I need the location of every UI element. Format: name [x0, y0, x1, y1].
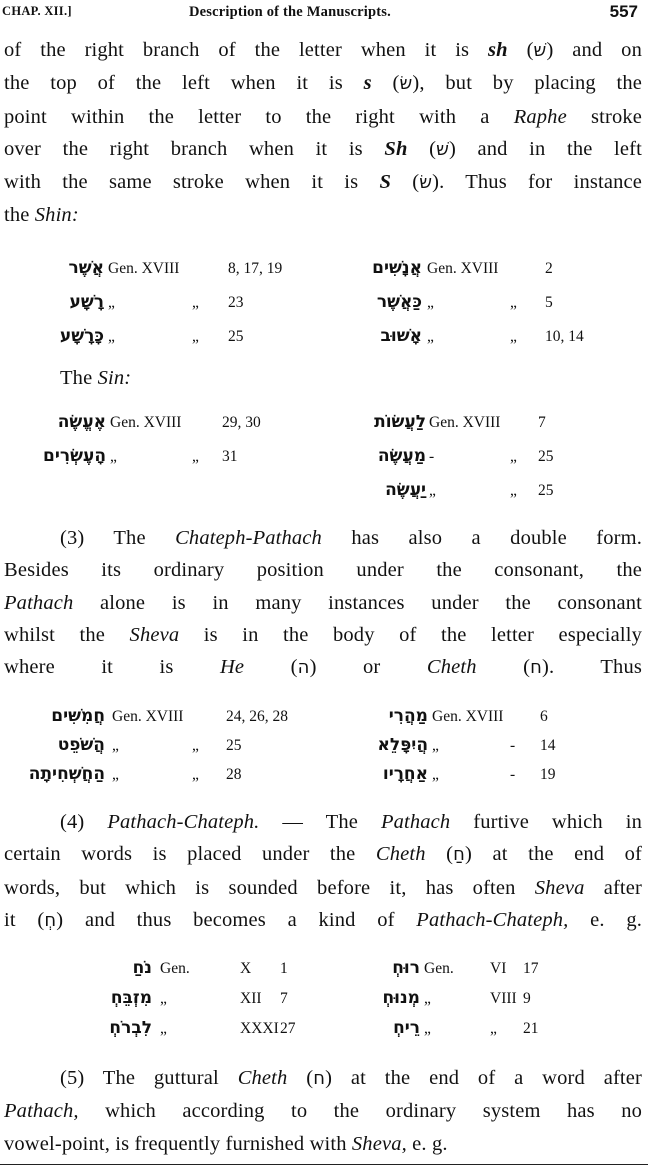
italic-term: Pathach	[380, 811, 451, 833]
text-run: ) at the end of a word after	[325, 1067, 642, 1089]
text-line	[4, 1128, 642, 1160]
chapter-label: CHAP. XII.]	[2, 4, 72, 18]
book-reference: Gen. XVIII	[108, 260, 180, 277]
italic-term: Chateph-Pathach	[175, 527, 322, 549]
pathach-examples-table	[0, 700, 648, 800]
text-run: — The	[259, 811, 381, 833]
paragraph-3	[4, 522, 642, 684]
chapter-reference: „	[490, 1020, 497, 1037]
text-run: whilst the	[4, 623, 130, 646]
example-entry	[330, 320, 630, 350]
text-run: (	[287, 1067, 314, 1089]
book-reference: Gen. XVIII	[112, 708, 184, 725]
text-run: point within the letter to the right with a	[4, 105, 514, 128]
example-entry	[40, 406, 340, 436]
book-reference: „	[424, 990, 431, 1007]
text-run: which according to the ordinary system has no	[78, 1100, 642, 1123]
paragraph-4	[4, 806, 642, 937]
hebrew-word: רָשָׁע	[69, 292, 104, 312]
text-run: (5) The guttural	[60, 1067, 238, 1089]
hebrew-letter: שׂ	[399, 73, 413, 95]
book-reference: „	[424, 1020, 431, 1037]
text-line	[4, 904, 642, 937]
example-entry	[330, 286, 630, 316]
hebrew-word: אֶעֱשֶׂה	[57, 412, 106, 432]
example-entry	[40, 320, 340, 350]
italic-term: Sheva,	[351, 1132, 407, 1155]
chapter-reference: X	[240, 960, 252, 977]
bold-italic-term: sh	[488, 39, 508, 61]
hebrew-letter: ה	[297, 657, 310, 679]
chapter-reference: „	[510, 482, 517, 499]
text-line	[4, 554, 642, 586]
hebrew-word: כָּרָשָׁע	[59, 326, 104, 346]
text-run: Besides its ordinary position under the consonant, the	[4, 559, 642, 582]
hebrew-word: הָעֶשְׂרִים	[43, 446, 106, 466]
text-run: the top of the left when it is	[4, 72, 364, 95]
verse-reference: 25	[538, 448, 554, 465]
book-reference: Gen. XVIII	[432, 708, 504, 725]
text-run: (	[391, 171, 420, 194]
hebrew-word: יַעֲשֶׂה	[385, 480, 426, 500]
furtive-examples-table	[0, 952, 648, 1052]
text-run: vowel-point, is frequently furnished with	[4, 1132, 352, 1155]
italic-term: Pathach-Chateph,	[416, 908, 569, 931]
chapter-reference: „	[192, 737, 199, 754]
running-header	[2, 2, 644, 26]
text-run: it (	[4, 908, 45, 931]
hebrew-word: כַּאֲשֶׁר	[376, 292, 422, 312]
book-reference: Gen. XVIII	[429, 414, 501, 431]
italic-term: Pathach-Chateph.	[107, 811, 260, 833]
verse-reference: 25	[228, 328, 244, 345]
text-run: ) and on	[546, 39, 642, 61]
text-run: certain words is placed under the	[4, 843, 376, 866]
bold-italic-term: Sh	[384, 137, 408, 160]
example-entry	[350, 952, 648, 982]
hebrew-word: רוּחְ	[392, 958, 420, 978]
verse-reference: 28	[226, 766, 242, 783]
italic-term: Shin:	[34, 204, 79, 227]
hebrew-word: אָשׁוּב	[380, 326, 422, 346]
example-entry	[40, 252, 340, 282]
hebrew-word: אֲשֶׁר	[68, 258, 104, 278]
text-run: (	[244, 656, 298, 679]
hebrew-letter: ח	[530, 657, 542, 679]
example-entry	[330, 758, 630, 788]
verse-reference: 9	[523, 990, 531, 1007]
book-reference: „	[427, 328, 434, 345]
book-reference: „	[112, 766, 119, 783]
text-run: the	[4, 204, 35, 227]
hebrew-letter: חַ	[453, 844, 466, 866]
hebrew-word: מַעֲשֶׂה	[377, 446, 426, 466]
text-line	[4, 101, 642, 133]
text-run: The	[60, 367, 98, 389]
hebrew-word: מִזְבֵּחְ	[110, 988, 152, 1008]
text-line	[4, 34, 642, 67]
text-run: ) and thus becomes a kind of	[56, 908, 417, 931]
italic-term: Pathach	[4, 591, 74, 614]
book-reference: „	[110, 448, 117, 465]
hebrew-letter: שׁ	[436, 138, 449, 160]
example-entry	[350, 982, 648, 1012]
italic-term: Sin:	[97, 367, 132, 389]
italic-term: Pathach,	[4, 1100, 79, 1123]
book-reference: „	[160, 1020, 167, 1037]
hebrew-word: אַחֲרָיו	[382, 764, 428, 784]
chapter-reference: „	[192, 766, 199, 783]
example-entry	[330, 700, 630, 730]
text-run: (	[407, 137, 437, 160]
text-run: (	[425, 843, 454, 866]
hebrew-word: לִבְרֹחְ	[109, 1018, 152, 1038]
text-run: with the same stroke when it is	[4, 171, 380, 194]
text-run: (	[476, 656, 531, 679]
verse-reference: 25	[538, 482, 554, 499]
text-run: is in the body of the letter especially	[179, 623, 642, 646]
verse-reference: 14	[540, 737, 556, 754]
bold-italic-term: s	[363, 72, 372, 95]
example-entry	[330, 406, 630, 436]
italic-term: Cheth	[375, 843, 426, 866]
shin-examples-table	[0, 252, 648, 362]
text-line	[4, 199, 642, 231]
text-run: stroke	[566, 105, 642, 128]
verse-reference: 29, 30	[222, 414, 261, 431]
book-reference: „	[160, 990, 167, 1007]
hebrew-word: הֲשֹׁפֵט	[57, 735, 105, 755]
chapter-reference: „	[510, 448, 517, 465]
page-title: Description of the Manuscripts.	[189, 4, 391, 20]
example-entry	[350, 1012, 648, 1042]
example-entry	[40, 700, 340, 730]
text-run: furtive which in	[450, 811, 642, 833]
verse-reference: 10, 14	[545, 328, 584, 345]
chapter-reference: XXXI	[240, 1020, 279, 1037]
verse-reference: 1	[280, 960, 288, 977]
chapter-reference: „	[192, 328, 199, 345]
text-line	[4, 587, 642, 619]
text-line	[4, 522, 642, 554]
book-reference: Gen. XVIII	[110, 414, 182, 431]
verse-reference: 31	[222, 448, 238, 465]
verse-reference: 21	[523, 1020, 539, 1037]
verse-reference: 7	[280, 990, 288, 1007]
text-run: alone is in many instances under the consonant	[73, 591, 642, 614]
sin-examples-table	[0, 406, 648, 516]
book-reference: „	[427, 294, 434, 311]
chapter-reference: XII	[240, 990, 262, 1007]
chapter-reference: -	[510, 766, 516, 783]
hebrew-letter: שׁ	[533, 40, 547, 61]
chapter-reference: -	[510, 737, 516, 754]
text-line	[4, 67, 642, 100]
hebrew-word: אֲנָשִׁים	[372, 258, 422, 278]
chapter-reference: „	[510, 328, 517, 345]
chapter-reference: VI	[490, 960, 507, 977]
text-line	[4, 166, 642, 199]
text-line	[4, 838, 642, 871]
text-line	[4, 1062, 642, 1095]
hebrew-letter: חְ	[44, 909, 57, 931]
verse-reference: 24, 26, 28	[226, 708, 288, 725]
book-reference: „	[108, 294, 115, 311]
hebrew-word: מְנוּחְ	[382, 988, 420, 1008]
hebrew-letter: ח	[313, 1068, 326, 1089]
book-reference: „	[432, 737, 439, 754]
example-entry	[40, 729, 340, 759]
book-reference: Gen. XVIII	[427, 260, 499, 277]
verse-reference: 25	[226, 737, 242, 754]
text-run: e. g.	[568, 908, 642, 931]
hebrew-word: לַעֲשׂוֹת	[374, 412, 426, 432]
text-line	[60, 362, 360, 394]
text-run: (	[371, 72, 400, 95]
text-run: (	[507, 39, 534, 61]
text-run: has also a double form.	[321, 527, 642, 549]
paragraph-5	[4, 1062, 642, 1160]
italic-term: Sheva	[534, 876, 585, 899]
text-run: after	[584, 876, 642, 899]
hebrew-word: הֲיִפָּלֵא	[377, 735, 428, 755]
book-reference: Gen.	[424, 960, 454, 977]
italic-term: Raphe	[513, 105, 567, 128]
hebrew-letter: שׂ	[419, 172, 433, 194]
verse-reference: 6	[540, 708, 548, 725]
hebrew-word: מַהֲרִי	[388, 706, 428, 726]
example-entry	[330, 252, 630, 282]
book-reference: „	[429, 482, 436, 499]
example-entry	[40, 286, 340, 316]
text-run: (4)	[60, 811, 108, 833]
text-run: where it is	[4, 656, 220, 679]
text-run: ), but by placing the	[412, 72, 642, 95]
text-run: ). Thus	[542, 656, 642, 679]
text-run: words, but which is sounded before it, has often	[4, 876, 535, 899]
example-entry	[330, 474, 630, 504]
hebrew-word: רֵיחְ	[393, 1018, 420, 1038]
hebrew-word: הַחֲשְׁחִיתָה	[28, 764, 105, 784]
example-entry	[40, 440, 340, 470]
chapter-reference: VIII	[490, 990, 517, 1007]
bottom-rule	[0, 1164, 648, 1165]
verse-reference: 27	[280, 1020, 296, 1037]
book-reference: „	[108, 328, 115, 345]
italic-term: Cheth	[237, 1067, 288, 1089]
chapter-reference: „	[510, 294, 517, 311]
text-line	[4, 619, 642, 651]
italic-term: Cheth	[426, 656, 477, 679]
text-run: ) and in the left	[448, 137, 642, 160]
text-line	[4, 806, 642, 838]
text-line	[4, 1095, 642, 1127]
verse-reference: 2	[545, 260, 553, 277]
chapter-reference: „	[192, 294, 199, 311]
text-line	[4, 651, 642, 684]
page-number: 557	[609, 2, 638, 21]
example-entry	[28, 758, 340, 788]
text-run: over the right branch when it is	[4, 137, 385, 160]
text-run: ) at the end of	[465, 843, 643, 866]
example-entry	[330, 729, 630, 759]
chapter-reference: „	[192, 448, 199, 465]
text-line	[4, 872, 642, 904]
text-line	[4, 133, 642, 166]
text-run: e. g.	[406, 1132, 448, 1155]
verse-reference: 23	[228, 294, 244, 311]
book-reference: Gen.	[160, 960, 190, 977]
sin-heading	[60, 362, 360, 394]
text-run: of the right branch of the letter when it is	[4, 39, 489, 61]
hebrew-word: נֹחַ	[132, 958, 152, 978]
book-reference: „	[432, 766, 439, 783]
book-reference: „	[112, 737, 119, 754]
example-entry	[330, 440, 630, 470]
text-run: (3) The	[60, 527, 176, 549]
verse-reference: 5	[545, 294, 553, 311]
italic-term: He	[219, 656, 245, 679]
verse-reference: 7	[538, 414, 546, 431]
book-reference: -	[429, 448, 435, 465]
intro-paragraph	[4, 34, 642, 232]
text-run: ). Thus for instance	[432, 171, 642, 194]
text-run: ) or	[309, 656, 427, 679]
italic-term: Sheva	[129, 623, 180, 646]
verse-reference: 17	[523, 960, 539, 977]
verse-reference: 19	[540, 766, 556, 783]
hebrew-word: חֲמִשִּׁים	[51, 706, 105, 726]
bold-italic-term: S	[379, 171, 392, 194]
verse-reference: 8, 17, 19	[228, 260, 283, 277]
